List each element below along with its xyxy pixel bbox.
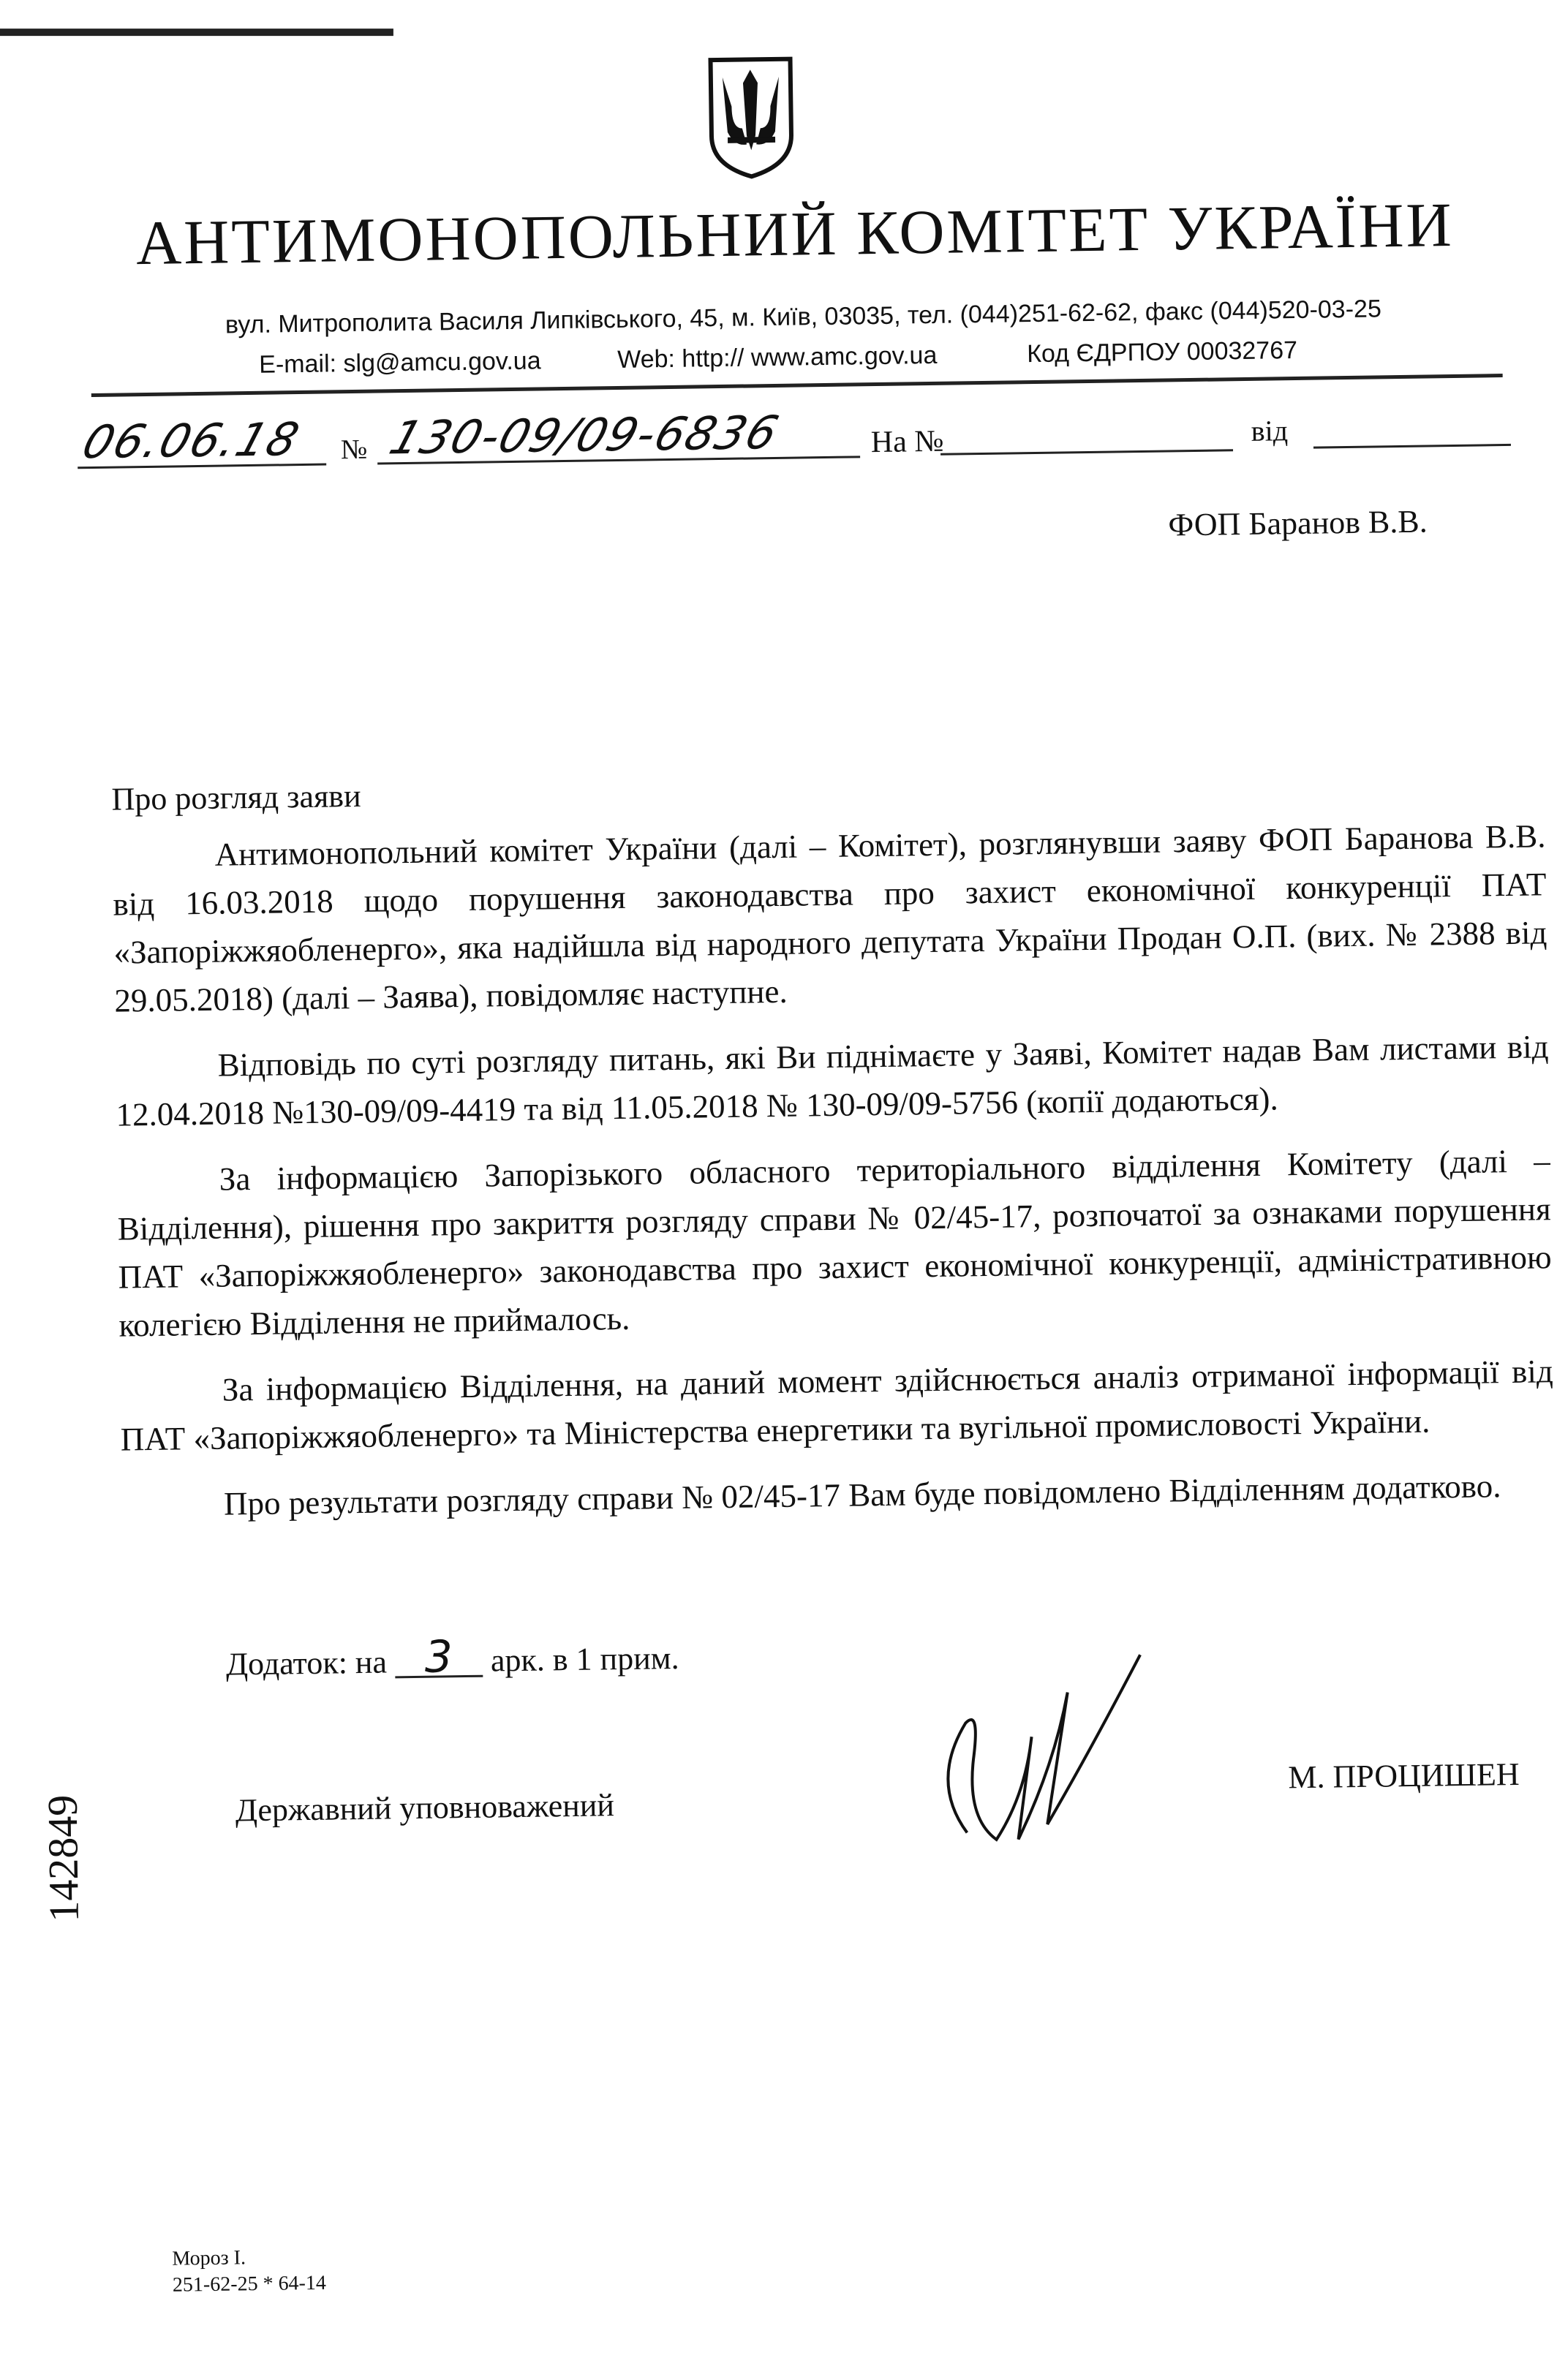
registration-date: 06.06.18 (76, 412, 307, 469)
registration-number: 130-09/09-6836 (383, 405, 786, 465)
letter-body (112, 812, 1555, 1546)
edrpou-text: Код ЄДРПОУ 00032767 (1026, 336, 1298, 369)
paragraph: Відповідь по суті розгляду питань, які Ви піднімаєте у Заяві, Комітет надав Вам листами від 12.04.2018 №130-09/09-4419 та від 11.05.2018 № 130-09/09-5756 (копії додаються). (116, 1028, 1549, 1133)
annex-sheets: 3 (394, 1639, 483, 1679)
reply-to-label: На № (870, 424, 944, 460)
organization-title: АНТИМОНОПОЛЬНИЙ КОМІТЕТ УКРАЇНИ (135, 189, 1455, 279)
executor-name: Мороз І. (172, 2246, 246, 2270)
number-label: № (340, 434, 368, 466)
annex-line (225, 1631, 679, 1683)
web-text: Web: http:// www.amc.gov.ua (617, 341, 938, 374)
letter-subject: Про розгляд заяви (111, 777, 361, 817)
paragraph: Про результати розгляду справи № 02/45-17 Вам буде повідомлено Відділенням додатково. (223, 1467, 1501, 1522)
email-text: E-mail: slg@amcu.gov.ua (259, 347, 541, 379)
paragraph: За інформацією Запорізького обласного територіального відділення Комітету (далі – Відділення), рішення про закриття розгляду справи № 02/45-17, розпочатої за ознаками порушення ПАТ «Запоріжжяобленерго» законодавства про захист економічної конкуренції, адміністративною колегією Відділення не приймалось. (117, 1142, 1552, 1344)
signer-name: М. ПРОЦИШЕН (1288, 1756, 1520, 1796)
annex-prefix: Додаток: на (225, 1644, 388, 1682)
organization-address: вул. Митрополита Василя Липківського, 45, м. Київ, 03035, тел. (044)251-62-62, факс (044)520-03-25 (225, 295, 1382, 339)
signer-position: Державний уповноважений (235, 1787, 615, 1829)
trident-emblem-icon (704, 55, 797, 181)
handwritten-signature (921, 1647, 1165, 1870)
addressee: ФОП Баранов В.В. (1168, 503, 1428, 543)
paragraph: Антимонопольний комітет України (далі – Комітет), розглянувши заяву ФОП Баранова В.В. від 16.03.2018 щодо порушення законодавства про захист економічної конкуренції ПАТ «Запоріжжяобленерго», яка надійшла від народного депутата України Продан О.П. (вих. № 2388 від 29.05.2018) (далі – Заява), повідомляє наступне. (113, 817, 1547, 1019)
executor-footer (172, 2244, 326, 2299)
paragraph: За інформацією Відділення, на даний момент здійснюється аналіз отриманої інформації від ПАТ «Запоріжжяобленерго» та Міністерства енергетики та вугільної промисловості України. (120, 1353, 1554, 1458)
annex-suffix: арк. в 1 прим. (490, 1639, 679, 1679)
from-label: від (1251, 414, 1289, 447)
scan-edge-mark (0, 29, 393, 36)
executor-phone: 251-62-25 * 64-14 (172, 2271, 327, 2297)
registration-line (77, 396, 1511, 474)
incoming-stamp-number: 142849 (38, 1794, 88, 1923)
